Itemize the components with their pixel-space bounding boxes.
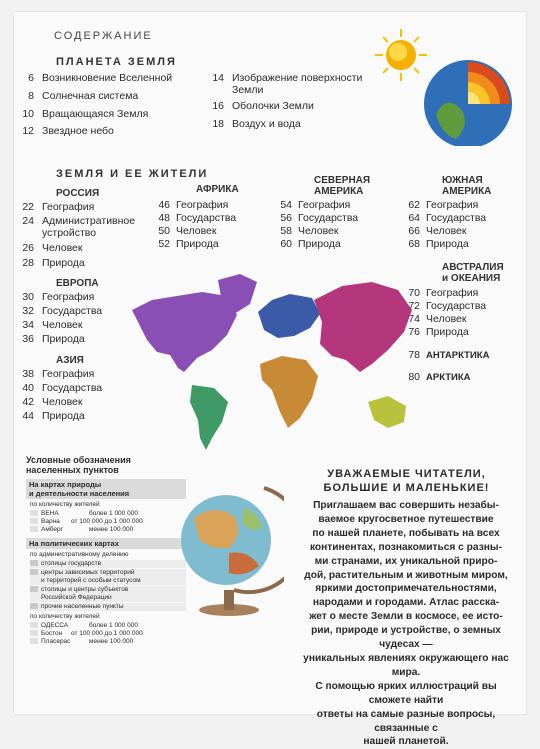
toc-row[interactable]: 36 Природа xyxy=(22,333,85,345)
region-asia: АЗИЯ xyxy=(56,355,84,366)
toc-row[interactable]: 66 Человек xyxy=(408,225,467,237)
region-australia: АВСТРАЛИЯ xyxy=(442,262,504,273)
toc-row[interactable]: 52 Природа xyxy=(158,238,219,250)
toc-row[interactable]: 46 География xyxy=(158,199,229,211)
toc-row[interactable]: 58 Человек xyxy=(280,225,339,237)
toc-row[interactable]: 10 Вращающаяся Земля xyxy=(22,108,149,120)
toc-row[interactable]: 44 Природа xyxy=(22,410,85,422)
legend-row: ОДЕССА более 1 000 000 xyxy=(30,622,186,630)
toc-row[interactable]: 48 Государства xyxy=(158,212,237,224)
legend-row: столицы и центры субъектов Российской Федерации xyxy=(30,586,186,602)
toc-row[interactable]: 62 География xyxy=(408,199,479,211)
toc-row[interactable]: 56 Государства xyxy=(280,212,359,224)
toc-row[interactable]: 18 Воздух и вода xyxy=(212,118,301,130)
legend-row: Бостон от 100 000 до 1 000 000 xyxy=(30,630,186,638)
toc-row[interactable]: 34 Человек xyxy=(22,319,83,331)
toc-row[interactable]: 30 География xyxy=(22,291,95,303)
legend-band-nature: На картах природы и деятельности населения xyxy=(26,479,186,499)
toc-row-cont: Земли xyxy=(232,84,264,96)
toc-row[interactable]: 64 Государства xyxy=(408,212,487,224)
toc-row[interactable]: 42 Человек xyxy=(22,396,83,408)
legend-row: Варна от 100 000 до 1 000 000 xyxy=(30,518,186,526)
continent-north-america xyxy=(132,292,237,372)
toc-row[interactable]: 60 Природа xyxy=(280,238,341,250)
legend-subhead: по административному делению xyxy=(30,551,129,558)
region-north-america-2: АМЕРИКА xyxy=(314,186,364,197)
legend-row: центры зависимых территорий и территорий с особым статусом xyxy=(30,569,186,585)
toc-row[interactable]: 14 Изображение поверхности xyxy=(212,72,363,84)
toc-row-antarctica[interactable]: 78 АНТАРКТИКА xyxy=(408,349,490,361)
toc-row[interactable]: 72 Государства xyxy=(408,300,487,312)
toc-row[interactable]: 54 География xyxy=(280,199,351,211)
toc-row[interactable]: 8 Солнечная система xyxy=(28,90,139,102)
legend-row: столицы государств xyxy=(30,560,186,568)
toc-row[interactable]: 76 Природа xyxy=(408,326,469,338)
toc-row[interactable]: 68 Природа xyxy=(408,238,469,250)
legend-subhead: по количеству жителей xyxy=(30,501,100,508)
continent-australia xyxy=(368,396,406,428)
settlement-legend xyxy=(26,455,186,646)
section-title-inhabitants: ЗЕМЛЯ И ЕЕ ЖИТЕЛИ xyxy=(56,168,209,180)
toc-row[interactable]: 74 Человек xyxy=(408,313,467,325)
region-europe: ЕВРОПА xyxy=(56,278,99,289)
legend-row: ВЕНА более 1 000 000 xyxy=(30,510,186,518)
legend-row: прочие населенные пункты xyxy=(30,603,186,611)
section-title-planet: ПЛАНЕТА ЗЕМЛЯ xyxy=(56,56,177,68)
continent-asia xyxy=(314,282,412,372)
continent-south-america xyxy=(190,385,228,450)
welcome-text: Приглашаем вас совершить незабы- ваемое кругосветное путешествие по нашей планете, побывать на всех континентах, познакомиться с разны- ми странами, их уникальной приро- дой, растительным и животным миром, яркими достопримечательностями, народами и городами. Атлас расска- жет о месте Земли в космосе, ее исто- рии, природе и устройстве, о земных чудесах — уникальных явлениях окружающего нас мира. С помощью ярких иллюстраций вы сможете найти ответы на самые разные вопросы, связанные с нашей планетой. xyxy=(303,500,509,748)
toc-row[interactable]: 70 География xyxy=(408,287,479,299)
legend-band-political: На политических картах xyxy=(26,538,186,549)
toc-row[interactable]: 32 Государства xyxy=(22,305,103,317)
continent-europe xyxy=(258,294,320,338)
desk-globe xyxy=(174,478,284,618)
page-title: СОДЕРЖАНИЕ xyxy=(54,30,153,42)
region-russia: РОССИЯ xyxy=(56,188,100,199)
legend-title: Условные обозначения xyxy=(26,455,131,465)
world-map xyxy=(122,260,412,450)
toc-row[interactable]: 6 Возникновение Вселенной xyxy=(28,72,173,84)
toc-row[interactable]: 16 Оболочки Земли xyxy=(212,100,314,112)
toc-row[interactable]: 38 География xyxy=(22,368,95,380)
region-australia-2: и ОКЕАНИЯ xyxy=(442,273,501,284)
page xyxy=(14,12,526,748)
toc-row[interactable]: 26 Человек xyxy=(22,242,83,254)
region-south-america: ЮЖНАЯ xyxy=(442,175,483,186)
toc-row[interactable]: 12 Звездное небо xyxy=(22,125,114,137)
legend-row: Амберг менее 100 000 xyxy=(30,526,186,534)
toc-row[interactable]: 50 Человек xyxy=(158,225,217,237)
toc-row[interactable]: 40 Государства xyxy=(22,382,103,394)
legend-title-2: населенных пунктов xyxy=(26,465,119,475)
toc-row-arctic[interactable]: 80 АРКТИКА xyxy=(408,371,471,383)
welcome-title: УВАЖАЕМЫЕ ЧИТАТЕЛИ, БОЛЬШИЕ И МАЛЕНЬКИЕ! xyxy=(323,468,490,494)
legend-subhead: по количеству жителей xyxy=(30,613,100,620)
region-africa: АФРИКА xyxy=(196,184,239,195)
region-north-america: СЕВЕРНАЯ xyxy=(314,175,371,186)
toc-row-cont: устройство xyxy=(42,227,97,239)
region-south-america-2: АМЕРИКА xyxy=(442,186,492,197)
toc-row[interactable]: 28 Природа xyxy=(22,257,85,269)
legend-row: Пласерас менее 100 000 xyxy=(30,638,186,646)
continent-africa xyxy=(260,356,318,428)
toc-row[interactable]: 22 География xyxy=(22,201,95,213)
toc-row[interactable]: 24 Административное xyxy=(22,215,136,227)
earth-cutaway-icon xyxy=(416,54,516,146)
